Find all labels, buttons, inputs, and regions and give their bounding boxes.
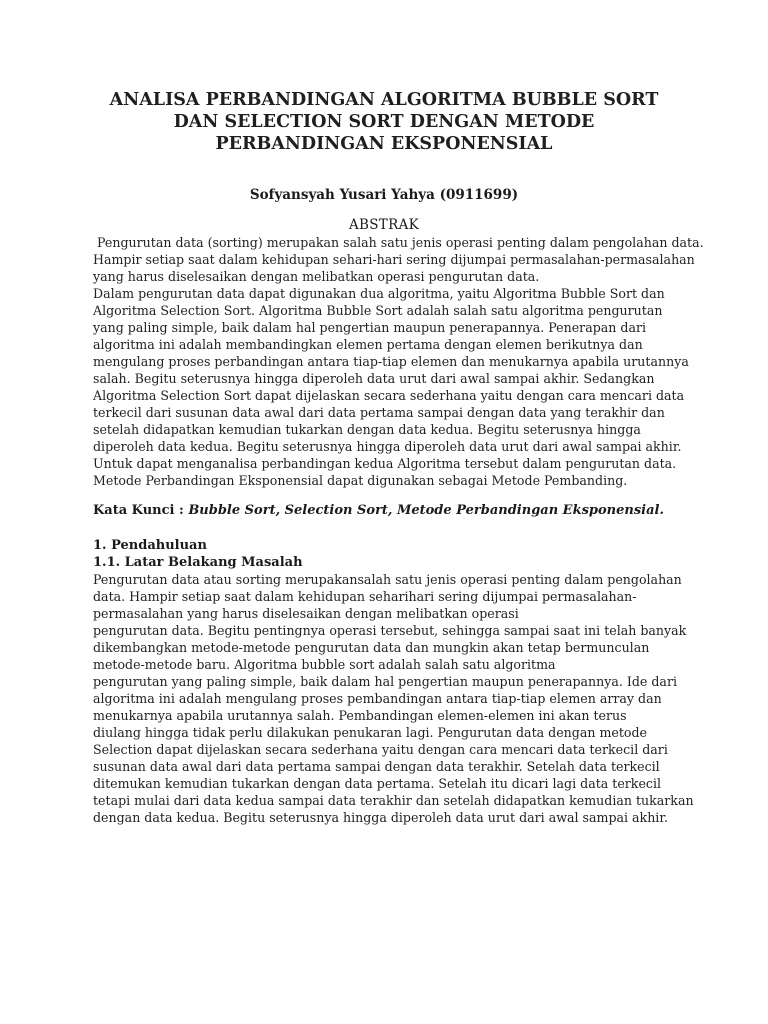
abstract-line: Dalam pengurutan data dapat digunakan dua algoritma, yaitu Algoritma Bubble Sort dan bbox=[93, 286, 665, 301]
body-line: Pengurutan data atau sorting merupakansalah satu jenis operasi penting dalam pengolahan bbox=[93, 572, 682, 587]
author-line: Sofyansyah Yusari Yahya (0911699) bbox=[249, 187, 519, 203]
abstract-body bbox=[93, 234, 704, 489]
body-line: tetapi mulai dari data kedua sampai data terakhir dan setelah didapatkan kemudian tukarkan bbox=[93, 793, 694, 808]
body-line: data. Hampir setiap saat dalam kehidupan seharihari sering dijumpai permasalahan- bbox=[93, 589, 637, 604]
abstract-line: mengulang proses perbandingan antara tiap-tiap elemen dan menukarnya apabila urutannya bbox=[93, 354, 689, 369]
introduction-body bbox=[93, 571, 693, 826]
body-line: pengurutan data. Begitu pentingnya operasi tersebut, sehingga sampai saat ini telah banyak bbox=[93, 623, 687, 638]
section-heading: 1. Pendahuluan bbox=[93, 538, 207, 553]
abstract-line: yang harus diselesaikan dengan melibatkan operasi pengurutan data. bbox=[93, 269, 540, 284]
keywords-line bbox=[93, 502, 693, 520]
abstract-line: salah. Begitu seterusnya hingga diperoleh data urut dari awal sampai akhir. Sedangkan bbox=[93, 371, 655, 386]
body-line: algoritma ini adalah mengulang proses pembandingan antara tiap-tiap elemen array dan bbox=[93, 691, 662, 706]
body-line: ditemukan kemudian tukarkan dengan data pertama. Setelah itu dicari lagi data terkecil bbox=[93, 776, 662, 791]
abstract-line: yang paling simple, baik dalam hal pengertian maupun penerapannya. Penerapan dari bbox=[93, 320, 647, 335]
body-line: dikembangkan metode-metode pengurutan data dan mungkin akan tetap bermunculan bbox=[93, 640, 650, 655]
subsection-heading: 1.1. Latar Belakang Masalah bbox=[93, 555, 303, 570]
abstract-line: Untuk dapat menganalisa perbandingan kedua Algoritma tersebut dalam pengurutan data. bbox=[93, 456, 677, 471]
abstract-line: Algoritma Selection Sort. Algoritma Bubble Sort adalah salah satu algoritma pengurutan bbox=[93, 303, 663, 318]
abstract-heading: ABSTRAK bbox=[348, 217, 420, 233]
title-line: ANALISA PERBANDINGAN ALGORITMA BUBBLE SORT bbox=[109, 90, 659, 110]
abstract-line: Metode Perbandingan Eksponensial dapat digunakan sebagai Metode Pembanding. bbox=[93, 473, 628, 488]
body-line: permasalahan yang harus diselesaikan dengan melibatkan operasi bbox=[93, 606, 519, 621]
title-line: DAN SELECTION SORT DENGAN METODE bbox=[173, 112, 595, 132]
body-line: metode-metode baru. Algoritma bubble sort adalah salah satu algoritma bbox=[93, 657, 556, 672]
abstract-line: Pengurutan data (sorting) merupakan salah satu jenis operasi penting dalam pengolahan data. bbox=[93, 235, 704, 250]
abstract-line: algoritma ini adalah membandingkan elemen pertama dengan elemen berikutnya dan bbox=[93, 337, 643, 352]
abstract-line: terkecil dari susunan data awal dari data pertama sampai dengan data yang terakhir dan bbox=[93, 405, 665, 420]
body-line: pengurutan yang paling simple, baik dalam hal pengertian maupun penerapannya. Ide dari bbox=[93, 674, 677, 689]
abstract-line: setelah didapatkan kemudian tukarkan dengan data kedua. Begitu seterusnya hingga bbox=[93, 422, 641, 437]
abstract-line: diperoleh data kedua. Begitu seterusnya hingga diperoleh data urut dari awal sampai akhir. bbox=[93, 439, 682, 454]
body-line: Selection dapat dijelaskan secara sederhana yaitu dengan cara mencari data terkecil dari bbox=[93, 742, 668, 757]
keywords-label: Kata Kunci : bbox=[93, 503, 189, 518]
keywords-value: Bubble Sort, Selection Sort, Metode Perbandingan Eksponensial. bbox=[188, 503, 664, 518]
abstract-line: Hampir setiap saat dalam kehidupan sehari-hari sering dijumpai permasalahan-permasalahan bbox=[93, 252, 695, 267]
body-line: menukarnya apabila urutannya salah. Pembandingan elemen-elemen ini akan terus bbox=[93, 708, 627, 723]
body-line: dengan data kedua. Begitu seterusnya hingga diperoleh data urut dari awal sampai akhir. bbox=[93, 810, 668, 825]
document-title bbox=[0, 89, 768, 155]
body-line: diulang hingga tidak perlu dilakukan penukaran lagi. Pengurutan data dengan metode bbox=[93, 725, 648, 740]
title-line: PERBANDINGAN EKSPONENSIAL bbox=[215, 134, 553, 154]
abstract-line: Algoritma Selection Sort dapat dijelaskan secara sederhana yaitu dengan cara mencari data bbox=[93, 388, 685, 403]
body-line: susunan data awal dari data pertama sampai dengan data terakhir. Setelah data terkecil bbox=[93, 759, 660, 774]
